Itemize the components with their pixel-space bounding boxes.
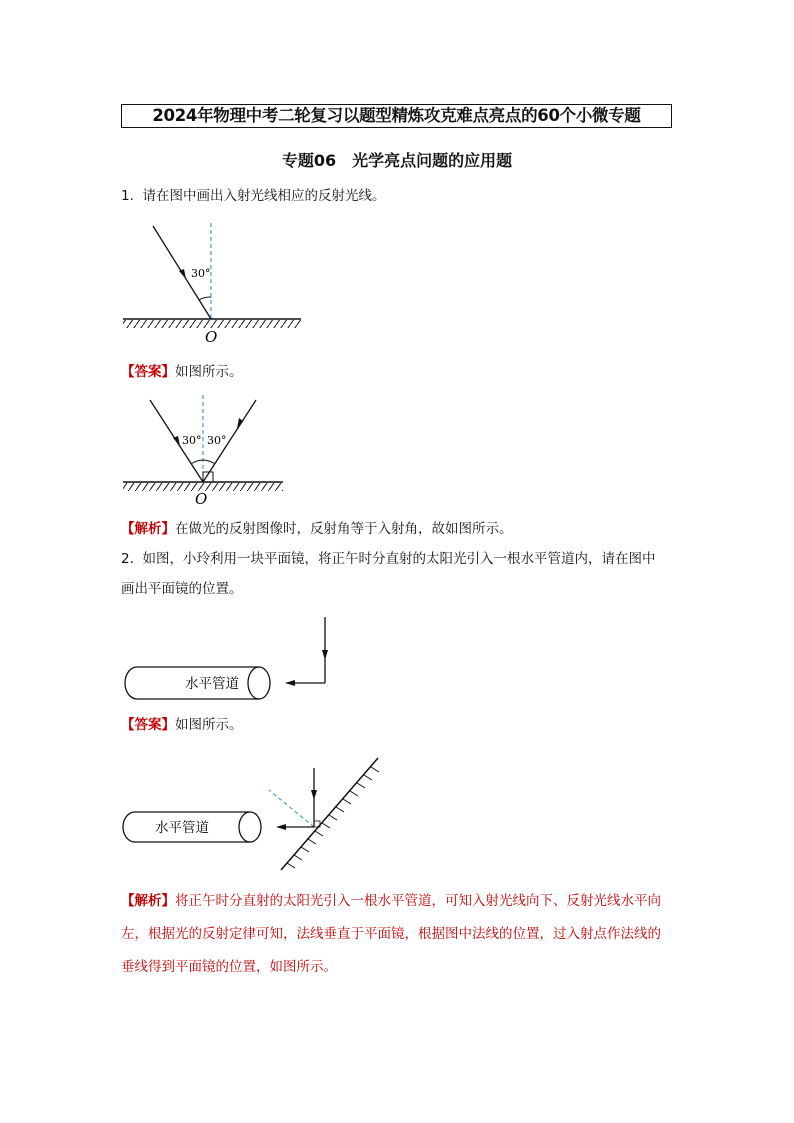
q2a-mirror-hatch xyxy=(287,767,379,868)
q2a-normal-line xyxy=(269,790,314,827)
q2-analysis-line-1 xyxy=(121,891,661,911)
q2-figure xyxy=(115,610,345,710)
q1-angle-label: 30° xyxy=(191,267,211,280)
q1-answer-text: 如图所示。 xyxy=(175,364,243,380)
question-2-text-1: 如图，小玲利用一块平面镜，将正午时分直射的太阳光引入一根水平管道内，请在图中 xyxy=(142,551,656,567)
q2-left-arrow-icon xyxy=(285,680,295,686)
q1a-angle-right: 30° xyxy=(207,434,227,447)
q2-analysis-tag: 【解析】 xyxy=(121,893,175,909)
q1-figure xyxy=(115,215,315,345)
q1a-left-arc xyxy=(191,460,203,464)
question-2-text-2: 画出平面镜的位置。 xyxy=(121,581,243,597)
q2-analysis-text-2: 左，根据光的反射定律可知，法线垂直于平面镜，根据图中法线的位置，过入射点作法线的 xyxy=(121,926,661,942)
q1a-right-arc xyxy=(203,460,215,464)
q1-angle-arc xyxy=(199,297,211,300)
question-1-number: 1. xyxy=(121,188,134,204)
q1a-angle-left: 30° xyxy=(182,434,202,447)
q2a-left-arrow-icon xyxy=(276,824,286,830)
q2-analysis-text-3: 垂线得到平面镜的位置，如图所示。 xyxy=(121,959,337,975)
q2-pipe-label: 水平管道 xyxy=(185,676,239,692)
section-subtitle: 专题06 光学亮点问题的应用题 xyxy=(281,151,513,170)
q1-answer xyxy=(121,362,243,382)
q1-analysis-tag: 【解析】 xyxy=(121,521,175,537)
question-1-text: 请在图中画出入射光线相应的反射光线。 xyxy=(142,188,386,204)
question-2-number: 2. xyxy=(121,551,134,567)
q1-answer-figure xyxy=(115,390,315,510)
q1-point-label: O xyxy=(205,328,218,345)
q2-answer-tag: 【答案】 xyxy=(121,717,175,733)
question-1 xyxy=(121,186,385,206)
q2-analysis-text-1: 将正午时分直射的太阳光引入一根水平管道，可知入射光线向下、反射光线水平向 xyxy=(175,893,661,909)
q2a-pipe-opening xyxy=(239,812,261,842)
q2a-mirror-surface xyxy=(281,758,378,870)
q2a-down-arrow-icon xyxy=(311,790,317,800)
q1-analysis-text: 在做光的反射图像时，反射角等于入射角，故如图所示。 xyxy=(175,521,513,537)
q2-answer-figure xyxy=(115,748,395,878)
q1a-reflected-arrow-icon xyxy=(237,418,243,429)
q1-answer-tag: 【答案】 xyxy=(121,364,175,380)
q2-answer xyxy=(121,715,243,735)
q2-down-arrow-icon xyxy=(322,650,328,660)
q1a-point-label: O xyxy=(195,490,208,508)
question-2-line-1 xyxy=(121,549,655,569)
q1-analysis xyxy=(121,519,513,539)
document-title: 2024年物理中考二轮复习以题型精炼攻克难点亮点的60个小微专题 xyxy=(121,104,672,128)
q1-mirror-hatch xyxy=(123,320,301,328)
q2-pipe-opening xyxy=(248,667,270,699)
q2a-pipe-label: 水平管道 xyxy=(155,820,209,836)
q2-answer-text: 如图所示。 xyxy=(175,717,243,733)
